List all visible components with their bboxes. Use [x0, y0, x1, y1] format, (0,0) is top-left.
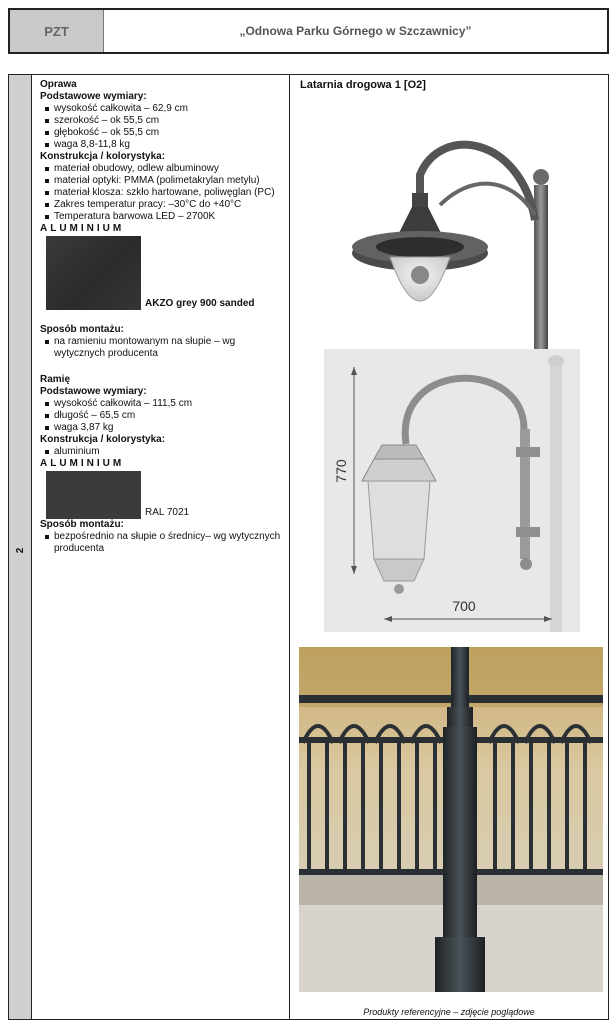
ramie-color-row [40, 470, 289, 519]
oprawa-dims-heading: Podstawowe wymiary: [40, 91, 147, 102]
oprawa-construction-list [40, 163, 289, 223]
oprawa-heading: Oprawa [40, 79, 77, 90]
list-item: bezpośrednio na słupie o średnicy– wg wytycznych producenta [40, 531, 289, 555]
list-item: wysokość całkowita – 62,9 cm [40, 103, 289, 115]
list-item: materiał klosza: szkło hartowane, poliwęglan (PC) [40, 187, 289, 199]
document-header [8, 8, 609, 54]
ramie-color-label: RAL 7021 [145, 507, 190, 518]
list-item: wysokość całkowita – 111,5 cm [40, 398, 289, 410]
list-item: waga 3,87 kg [40, 422, 289, 434]
list-item: materiał optyki: PMMA (polimetakrylan metylu) [40, 175, 289, 187]
ramie-mount-heading: Sposób montażu: [40, 519, 124, 530]
image-cell [290, 75, 608, 1019]
header-title: „Odnowa Parku Górnego w Szczawnicy” [239, 24, 472, 38]
list-item: aluminium [40, 446, 289, 458]
oprawa-dims-list [40, 103, 289, 151]
list-item: długość – 65,5 cm [40, 410, 289, 422]
list-item: waga 8,8-11,8 kg [40, 139, 289, 151]
ramie-dims-heading: Podstawowe wymiary: [40, 386, 147, 397]
list-item: Temperatura barwowa LED – 2700K [40, 211, 289, 223]
list-item: na ramieniu montowanym na słupie – wg wytycznych producenta [40, 336, 289, 360]
oprawa-mount-list [40, 336, 289, 360]
lamp-title: Latarnia drogowa 1 [O2] [300, 79, 426, 91]
ramie-construction-list [40, 446, 289, 458]
image-caption: Produkty referencyjne – zdjęcie poglądowe [363, 1007, 535, 1017]
color-swatch-ral [46, 471, 141, 519]
row-number: 2 [15, 547, 26, 554]
oprawa-mount-heading: Sposób montażu: [40, 324, 124, 335]
spec-table [8, 74, 609, 1020]
spec-text-cell [32, 75, 290, 1019]
oprawa-material: ALUMINIUM [40, 223, 125, 234]
color-swatch-akzo [46, 236, 141, 310]
list-item: szerokość – ok 55,5 cm [40, 115, 289, 127]
header-code: PZT [10, 10, 104, 52]
dimension-width: 700 [452, 598, 476, 614]
ramie-construction-heading: Konstrukcja / kolorystyka: [40, 434, 166, 445]
ramie-heading: Ramię [40, 374, 71, 385]
pole-fence-photo [299, 647, 603, 992]
list-item: materiał obudowy, odlew albuminowy [40, 163, 289, 175]
oprawa-construction-heading: Konstrukcja / kolorystyka: [40, 151, 166, 162]
lamp-product-photo [350, 115, 560, 375]
lamp-technical-drawing [324, 349, 580, 632]
oprawa-color-row [40, 235, 289, 310]
list-item: głębokość – ok 55,5 cm [40, 127, 289, 139]
list-item: Zakres temperatur pracy: –30°C do +40°C [40, 199, 289, 211]
ramie-dims-list [40, 398, 289, 434]
ramie-mount-list [40, 531, 289, 555]
ramie-material: ALUMINIUM [40, 458, 125, 469]
row-number-cell [9, 75, 32, 1019]
dimension-height: 770 [333, 459, 349, 483]
oprawa-color-label: AKZO grey 900 sanded [145, 298, 255, 309]
